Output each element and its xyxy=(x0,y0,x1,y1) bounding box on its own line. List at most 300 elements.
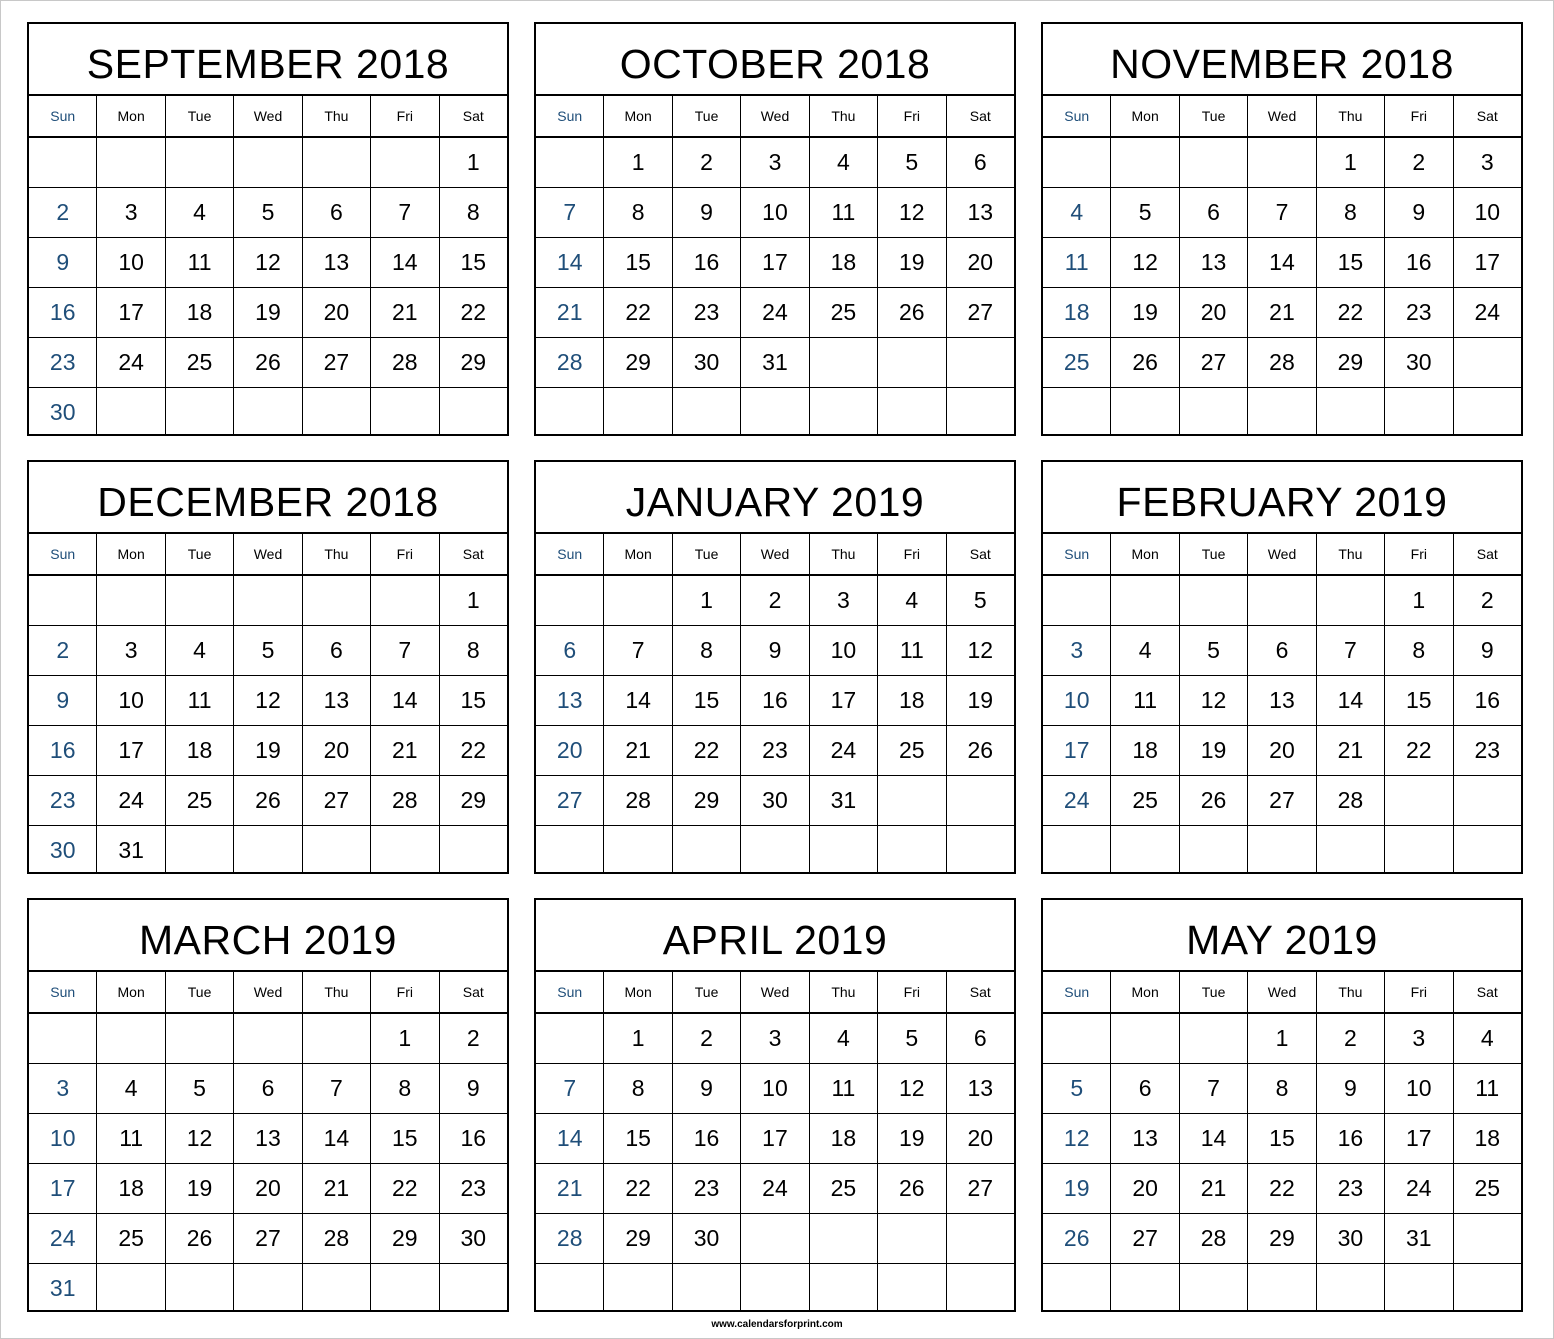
day-cell xyxy=(604,1264,672,1312)
day-cell xyxy=(1111,1264,1179,1312)
weekday-label: Fri xyxy=(371,972,439,1012)
day-cell xyxy=(1385,826,1453,874)
weekday-label: Thu xyxy=(1317,972,1385,1012)
day-cell: 18 xyxy=(878,676,946,725)
weekday-label: Fri xyxy=(878,534,946,574)
week-row xyxy=(29,288,507,338)
day-cell: 21 xyxy=(1180,1164,1248,1213)
month-calendar xyxy=(27,460,509,874)
weekday-label: Thu xyxy=(303,534,371,574)
day-cell xyxy=(371,576,439,625)
day-cell: 13 xyxy=(1180,238,1248,287)
day-cell xyxy=(673,826,741,874)
day-cell: 7 xyxy=(604,626,672,675)
day-cell: 26 xyxy=(967,737,994,763)
weekday-label: Fri xyxy=(878,972,946,1012)
day-cell xyxy=(303,138,371,187)
day-cell: 5 xyxy=(234,188,302,237)
day-cell xyxy=(947,1214,1014,1263)
weekday-label: Sun xyxy=(1043,534,1111,574)
day-cell: 20 xyxy=(234,1164,302,1213)
day-cell: 27 xyxy=(1180,338,1248,387)
weekday-label: Sat xyxy=(462,546,484,562)
day-cell xyxy=(440,1264,507,1312)
weekday-label: Sun xyxy=(1043,972,1111,1012)
day-cell xyxy=(371,388,439,436)
week-row xyxy=(536,188,1014,238)
week-row xyxy=(536,138,1014,188)
day-cell xyxy=(1043,138,1111,187)
day-cell: 6 xyxy=(973,149,987,175)
day-cell: 16 xyxy=(673,238,741,287)
day-cell: 21 xyxy=(536,288,604,337)
day-cell: 29 xyxy=(673,776,741,825)
day-cell xyxy=(440,826,507,874)
day-cell: 30 xyxy=(1317,1214,1385,1263)
day-cell: 2 xyxy=(29,188,97,237)
weekday-label: Mon xyxy=(97,534,165,574)
day-cell: 14 xyxy=(303,1114,371,1163)
day-cell xyxy=(97,1014,165,1063)
day-cell: 9 xyxy=(1317,1064,1385,1113)
day-cell: 21 xyxy=(371,288,439,337)
day-cell: 17 xyxy=(741,238,809,287)
weekday-label: Wed xyxy=(1248,534,1316,574)
week-row xyxy=(29,1214,507,1264)
day-cell: 30 xyxy=(29,826,97,874)
day-cell: 3 xyxy=(97,626,165,675)
day-cell: 10 xyxy=(1385,1064,1453,1113)
day-cell: 26 xyxy=(1111,338,1179,387)
day-cell: 20 xyxy=(967,1125,994,1151)
day-cell xyxy=(1317,1264,1385,1312)
day-cell xyxy=(878,1214,946,1263)
weekday-label: Thu xyxy=(810,972,878,1012)
day-cell: 18 xyxy=(1043,288,1111,337)
week-row xyxy=(29,776,507,826)
weekday-label: Sat xyxy=(462,984,484,1000)
month-title: DECEMBER 2018 xyxy=(29,462,507,534)
day-cell: 22 xyxy=(604,1164,672,1213)
week-row xyxy=(29,1164,507,1214)
day-cell: 12 xyxy=(1180,676,1248,725)
day-cell: 16 xyxy=(673,1114,741,1163)
day-cell: 6 xyxy=(303,188,371,237)
weekday-header-row xyxy=(1043,96,1521,138)
day-cell: 15 xyxy=(371,1114,439,1163)
week-row xyxy=(536,338,1014,388)
day-cell: 25 xyxy=(810,1164,878,1213)
week-row xyxy=(536,238,1014,288)
day-cell xyxy=(1111,576,1179,625)
week-row xyxy=(1043,1214,1521,1264)
day-cell: 18 xyxy=(1111,726,1179,775)
weekday-label: Thu xyxy=(810,534,878,574)
day-cell xyxy=(947,388,1014,436)
day-cell: 23 xyxy=(29,776,97,825)
day-cell: 31 xyxy=(97,826,165,874)
week-row xyxy=(536,726,1014,776)
weekday-label: Thu xyxy=(303,972,371,1012)
day-cell: 25 xyxy=(1043,338,1111,387)
day-cell xyxy=(166,826,234,874)
weekday-label: Fri xyxy=(1385,972,1453,1012)
day-cell xyxy=(303,576,371,625)
day-cell: 12 xyxy=(1043,1114,1111,1163)
day-cell xyxy=(1111,1014,1179,1063)
week-row xyxy=(1043,826,1521,874)
week-row xyxy=(1043,388,1521,436)
week-row xyxy=(536,388,1014,436)
day-cell xyxy=(1317,388,1385,436)
day-cell: 23 xyxy=(1474,737,1501,763)
day-cell xyxy=(604,576,672,625)
weekday-label: Mon xyxy=(604,972,672,1012)
week-row xyxy=(1043,676,1521,726)
day-cell: 4 xyxy=(166,626,234,675)
day-cell: 26 xyxy=(166,1214,234,1263)
day-cell xyxy=(29,576,97,625)
weekday-label: Tue xyxy=(166,972,234,1012)
day-cell: 4 xyxy=(97,1064,165,1113)
weekday-header-row xyxy=(29,972,507,1014)
day-cell: 25 xyxy=(810,288,878,337)
day-cell: 24 xyxy=(741,288,809,337)
day-cell: 8 xyxy=(673,626,741,675)
weekday-header-row xyxy=(29,534,507,576)
day-cell: 31 xyxy=(1385,1214,1453,1263)
day-cell: 21 xyxy=(371,726,439,775)
day-cell: 17 xyxy=(97,726,165,775)
month-calendar xyxy=(1041,460,1523,874)
day-cell: 21 xyxy=(536,1164,604,1213)
day-cell: 17 xyxy=(810,676,878,725)
day-cell: 12 xyxy=(1111,238,1179,287)
day-cell: 17 xyxy=(97,288,165,337)
week-row xyxy=(536,1264,1014,1312)
weekday-label: Fri xyxy=(1385,534,1453,574)
day-cell: 2 xyxy=(1385,138,1453,187)
weekday-label: Sun xyxy=(29,972,97,1012)
week-row xyxy=(29,138,507,188)
day-cell: 1 xyxy=(1385,576,1453,625)
month-title: OCTOBER 2018 xyxy=(536,24,1014,96)
weekday-label: Sun xyxy=(1043,96,1111,136)
weekday-label: Thu xyxy=(1317,96,1385,136)
week-row xyxy=(536,626,1014,676)
day-cell xyxy=(1180,388,1248,436)
day-cell: 9 xyxy=(1480,637,1494,663)
day-cell: 24 xyxy=(29,1214,97,1263)
day-cell: 28 xyxy=(1317,776,1385,825)
week-row xyxy=(29,188,507,238)
weekday-header-row xyxy=(1043,534,1521,576)
day-cell: 28 xyxy=(604,776,672,825)
weekday-label: Wed xyxy=(741,534,809,574)
day-cell: 11 xyxy=(1475,1075,1500,1101)
week-row xyxy=(29,676,507,726)
day-cell: 19 xyxy=(878,238,946,287)
day-cell xyxy=(303,388,371,436)
weekday-label: Thu xyxy=(1317,534,1385,574)
day-cell: 8 xyxy=(1385,626,1453,675)
day-cell xyxy=(1180,826,1248,874)
day-cell: 1 xyxy=(1248,1014,1316,1063)
week-row xyxy=(1043,726,1521,776)
week-row xyxy=(29,726,507,776)
week-row xyxy=(1043,776,1521,826)
day-cell: 4 xyxy=(1480,1025,1494,1051)
day-cell: 5 xyxy=(973,587,987,613)
day-cell: 6 xyxy=(1180,188,1248,237)
day-cell xyxy=(810,338,878,387)
day-cell xyxy=(604,388,672,436)
day-cell: 6 xyxy=(536,626,604,675)
day-cell: 28 xyxy=(536,338,604,387)
day-cell: 12 xyxy=(878,1064,946,1113)
day-cell: 19 xyxy=(234,288,302,337)
day-cell xyxy=(1248,576,1316,625)
day-cell xyxy=(1317,576,1385,625)
day-cell: 30 xyxy=(1385,338,1453,387)
day-cell xyxy=(234,1264,302,1312)
week-row xyxy=(536,1064,1014,1114)
weekday-label: Sat xyxy=(1476,546,1498,562)
day-cell: 15 xyxy=(460,687,487,713)
day-cell: 28 xyxy=(536,1214,604,1263)
day-cell xyxy=(741,826,809,874)
day-cell: 12 xyxy=(878,188,946,237)
day-cell: 25 xyxy=(166,338,234,387)
day-cell: 30 xyxy=(673,338,741,387)
day-cell xyxy=(371,826,439,874)
day-cell: 10 xyxy=(1043,676,1111,725)
day-cell xyxy=(1454,338,1521,387)
weekday-label: Tue xyxy=(1180,96,1248,136)
day-cell: 12 xyxy=(234,676,302,725)
day-cell xyxy=(234,138,302,187)
weekday-label: Mon xyxy=(1111,534,1179,574)
day-cell xyxy=(1111,138,1179,187)
day-cell: 3 xyxy=(810,576,878,625)
weekday-label: Sun xyxy=(536,972,604,1012)
day-cell: 25 xyxy=(1474,1175,1501,1201)
day-cell: 20 xyxy=(967,249,994,275)
weekday-label: Mon xyxy=(97,972,165,1012)
day-cell: 18 xyxy=(166,288,234,337)
weekday-label: Tue xyxy=(673,534,741,574)
weekday-label: Sun xyxy=(29,534,97,574)
day-cell xyxy=(673,388,741,436)
day-cell: 10 xyxy=(29,1114,97,1163)
day-cell: 14 xyxy=(1180,1114,1248,1163)
day-cell: 7 xyxy=(1180,1064,1248,1113)
day-cell: 4 xyxy=(810,138,878,187)
day-cell xyxy=(303,826,371,874)
day-cell: 21 xyxy=(604,726,672,775)
weekday-label: Tue xyxy=(166,534,234,574)
weekday-label: Fri xyxy=(371,96,439,136)
day-cell: 27 xyxy=(234,1214,302,1263)
day-cell: 25 xyxy=(878,726,946,775)
day-cell: 11 xyxy=(810,188,878,237)
day-cell xyxy=(810,1264,878,1312)
week-row xyxy=(536,1164,1014,1214)
week-row xyxy=(29,388,507,436)
day-cell xyxy=(810,1214,878,1263)
day-cell xyxy=(536,1264,604,1312)
weekday-label: Mon xyxy=(97,96,165,136)
week-row xyxy=(1043,1064,1521,1114)
day-cell: 12 xyxy=(967,637,994,663)
day-cell: 23 xyxy=(1317,1164,1385,1213)
day-cell xyxy=(741,388,809,436)
day-cell xyxy=(1454,1214,1521,1263)
day-cell xyxy=(1248,388,1316,436)
day-cell: 1 xyxy=(604,1014,672,1063)
week-row xyxy=(29,576,507,626)
day-cell xyxy=(604,826,672,874)
day-cell: 1 xyxy=(466,587,480,613)
day-cell xyxy=(1248,138,1316,187)
week-row xyxy=(536,676,1014,726)
day-cell: 3 xyxy=(1043,626,1111,675)
week-row xyxy=(29,1014,507,1064)
weekday-label: Mon xyxy=(1111,96,1179,136)
day-cell: 21 xyxy=(303,1164,371,1213)
month-title: JANUARY 2019 xyxy=(536,462,1014,534)
month-title: SEPTEMBER 2018 xyxy=(29,24,507,96)
day-cell: 7 xyxy=(371,188,439,237)
day-cell xyxy=(947,1264,1014,1312)
day-cell: 9 xyxy=(466,1075,480,1101)
weekday-header-row xyxy=(536,96,1014,138)
footer-website: www.calendarsforprint.com xyxy=(711,1319,843,1330)
day-cell xyxy=(1454,1264,1521,1312)
day-cell: 2 xyxy=(741,576,809,625)
day-cell: 19 xyxy=(1043,1164,1111,1213)
day-cell xyxy=(1043,576,1111,625)
day-cell: 20 xyxy=(303,288,371,337)
day-cell: 6 xyxy=(973,1025,987,1051)
day-cell: 6 xyxy=(1248,626,1316,675)
day-cell xyxy=(97,138,165,187)
day-cell: 2 xyxy=(466,1025,480,1051)
day-cell: 19 xyxy=(166,1164,234,1213)
day-cell: 28 xyxy=(303,1214,371,1263)
day-cell xyxy=(29,138,97,187)
month-calendar xyxy=(534,898,1016,1312)
day-cell: 19 xyxy=(967,687,994,713)
day-cell xyxy=(1385,1264,1453,1312)
day-cell: 27 xyxy=(1248,776,1316,825)
day-cell xyxy=(536,1014,604,1063)
day-cell xyxy=(536,826,604,874)
weekday-label: Tue xyxy=(673,96,741,136)
day-cell: 8 xyxy=(1248,1064,1316,1113)
day-cell: 14 xyxy=(604,676,672,725)
day-cell: 16 xyxy=(1317,1114,1385,1163)
week-row xyxy=(29,1264,507,1312)
day-cell: 1 xyxy=(673,576,741,625)
day-cell xyxy=(1111,388,1179,436)
day-cell: 13 xyxy=(1248,676,1316,725)
day-cell: 23 xyxy=(29,338,97,387)
day-cell: 21 xyxy=(1248,288,1316,337)
day-cell: 6 xyxy=(234,1064,302,1113)
day-cell xyxy=(878,776,946,825)
day-cell: 1 xyxy=(1317,138,1385,187)
week-row xyxy=(1043,1164,1521,1214)
day-cell: 29 xyxy=(1248,1214,1316,1263)
month-calendar xyxy=(1041,898,1523,1312)
day-cell xyxy=(1043,388,1111,436)
weekday-label: Wed xyxy=(234,96,302,136)
day-cell: 9 xyxy=(29,238,97,287)
day-cell: 27 xyxy=(303,776,371,825)
day-cell: 11 xyxy=(878,626,946,675)
day-cell: 1 xyxy=(604,138,672,187)
day-cell: 8 xyxy=(466,199,480,225)
week-row xyxy=(1043,238,1521,288)
day-cell: 9 xyxy=(673,188,741,237)
day-cell xyxy=(810,388,878,436)
month-title: MARCH 2019 xyxy=(29,900,507,972)
week-row xyxy=(536,288,1014,338)
week-row xyxy=(29,238,507,288)
day-cell xyxy=(440,388,507,436)
week-row xyxy=(29,826,507,874)
day-cell: 25 xyxy=(97,1214,165,1263)
weekday-label: Fri xyxy=(878,96,946,136)
day-cell xyxy=(878,388,946,436)
day-cell: 21 xyxy=(1317,726,1385,775)
day-cell: 28 xyxy=(1180,1214,1248,1263)
day-cell: 10 xyxy=(741,1064,809,1113)
weekday-label: Wed xyxy=(234,972,302,1012)
day-cell: 9 xyxy=(1385,188,1453,237)
day-cell: 3 xyxy=(97,188,165,237)
day-cell: 29 xyxy=(371,1214,439,1263)
day-cell: 15 xyxy=(460,249,487,275)
day-cell: 27 xyxy=(967,299,994,325)
day-cell: 7 xyxy=(1248,188,1316,237)
day-cell: 5 xyxy=(1111,188,1179,237)
day-cell: 14 xyxy=(1248,238,1316,287)
day-cell: 15 xyxy=(1317,238,1385,287)
weekday-label: Sat xyxy=(969,546,991,562)
weekday-label: Sat xyxy=(1476,984,1498,1000)
day-cell: 13 xyxy=(303,676,371,725)
day-cell: 11 xyxy=(97,1114,165,1163)
day-cell: 22 xyxy=(1385,726,1453,775)
day-cell: 9 xyxy=(29,676,97,725)
day-cell: 4 xyxy=(1111,626,1179,675)
weekday-header-row xyxy=(536,534,1014,576)
day-cell: 6 xyxy=(303,626,371,675)
day-cell xyxy=(1385,776,1453,825)
day-cell xyxy=(1043,826,1111,874)
day-cell: 26 xyxy=(1180,776,1248,825)
day-cell: 17 xyxy=(1474,249,1501,275)
day-cell: 18 xyxy=(166,726,234,775)
week-row xyxy=(1043,138,1521,188)
day-cell: 9 xyxy=(741,626,809,675)
weekday-label: Sat xyxy=(969,984,991,1000)
day-cell: 11 xyxy=(1043,238,1111,287)
day-cell xyxy=(1248,1264,1316,1312)
weekday-label: Fri xyxy=(371,534,439,574)
